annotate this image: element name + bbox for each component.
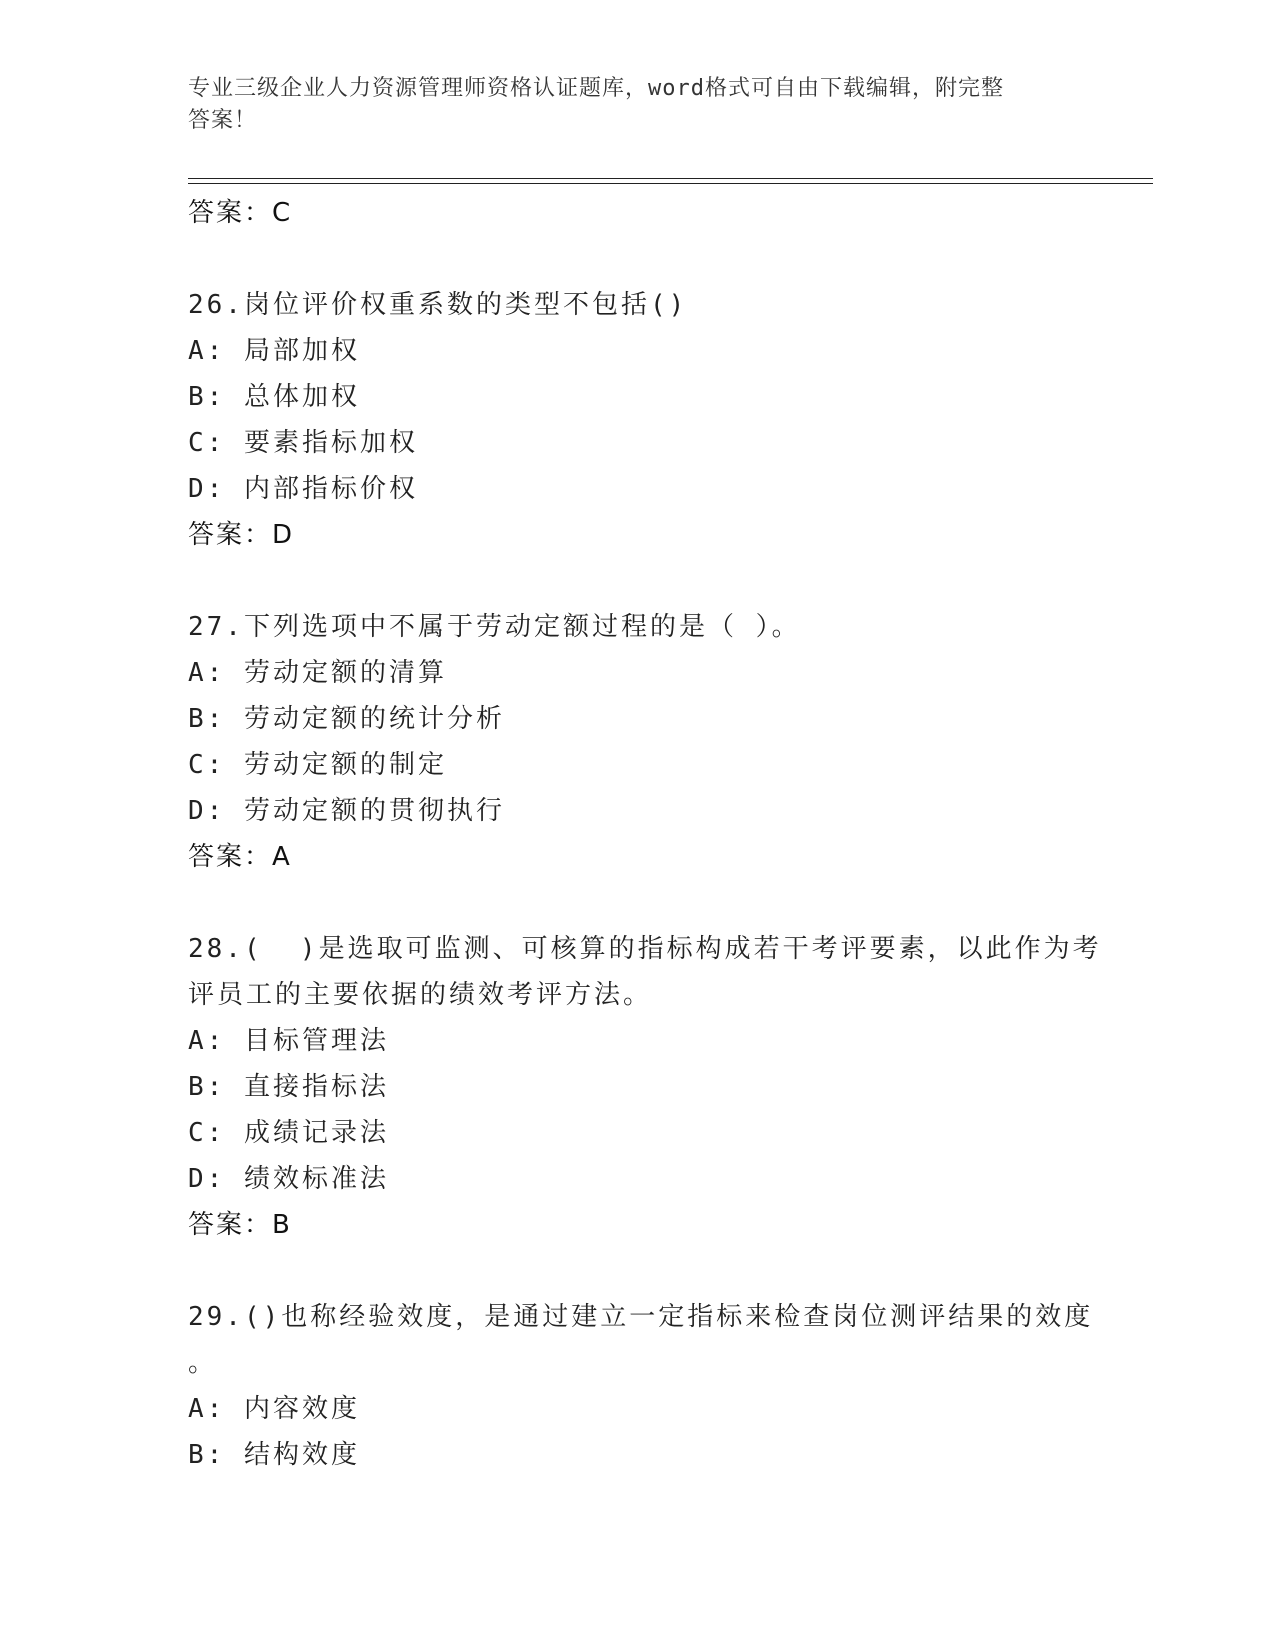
option-d: D: 劳动定额的贯彻执行 [188, 796, 505, 826]
option-c: C: 成绩记录法 [188, 1118, 389, 1148]
answer-line: 答案：D [188, 520, 295, 550]
question-stem-line-2: 。 [188, 1348, 218, 1378]
question-stem: 27.下列选项中不属于劳动定额过程的是（ ）。 [188, 612, 801, 642]
question-28 [188, 926, 1108, 1248]
question-stem-line-2: 评员工的主要依据的绩效考评方法。 [188, 980, 653, 1010]
question-29 [188, 1294, 1108, 1478]
option-d: D: 绩效标准法 [188, 1164, 389, 1194]
option-b: B: 总体加权 [188, 382, 360, 412]
question-26 [188, 282, 1108, 558]
option-c: C: 要素指标加权 [188, 428, 418, 458]
answer-line: 答案：A [188, 842, 292, 872]
answer-line: 答案：B [188, 1210, 292, 1240]
header-divider-top [188, 178, 1153, 179]
question-stem-line-1: 28.( )是选取可监测、可核算的指标构成若干考评要素，以此作为考 [188, 934, 1102, 964]
document-header [188, 73, 1088, 137]
header-divider-bottom [188, 183, 1153, 184]
question-stem-line-1: 29.()也称经验效度，是通过建立一定指标来检查岗位测评结果的效度 [188, 1302, 1094, 1332]
option-a: A: 内容效度 [188, 1394, 360, 1424]
option-d: D: 内部指标价权 [188, 474, 418, 504]
option-a: A: 劳动定额的清算 [188, 658, 447, 688]
answer-line: 答案：C [188, 198, 293, 228]
option-b: B: 直接指标法 [188, 1072, 389, 1102]
question-stem: 26.岗位评价权重系数的类型不包括() [188, 290, 688, 320]
option-a: A: 目标管理法 [188, 1026, 389, 1056]
option-c: C: 劳动定额的制定 [188, 750, 447, 780]
option-b: B: 劳动定额的统计分析 [188, 704, 505, 734]
header-line-1: 专业三级企业人力资源管理师资格认证题库，word格式可自由下载编辑，附完整 [188, 76, 1004, 101]
question-list [188, 190, 1108, 1478]
option-a: A: 局部加权 [188, 336, 360, 366]
question-27 [188, 604, 1108, 880]
option-b: B: 结构效度 [188, 1440, 360, 1470]
header-line-2: 答案！ [188, 108, 258, 133]
